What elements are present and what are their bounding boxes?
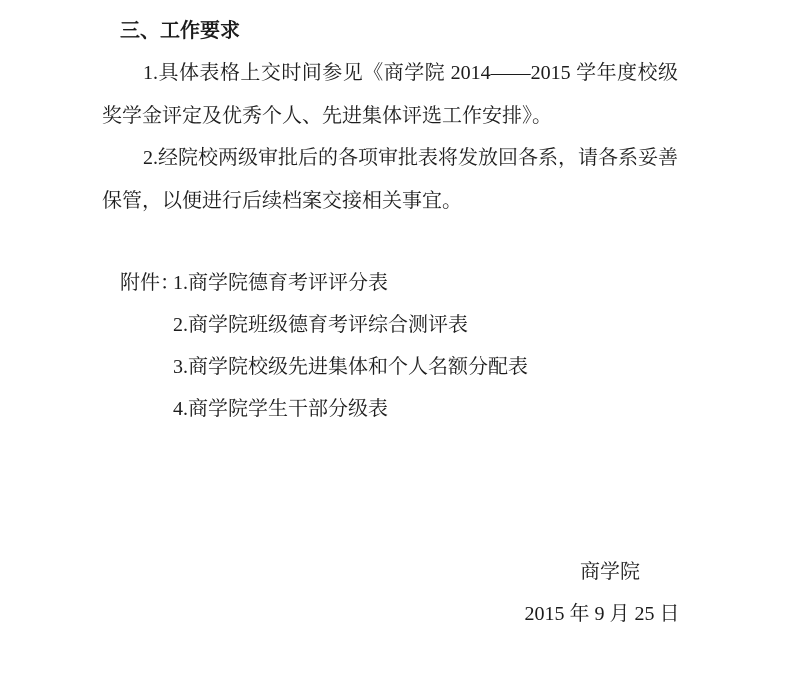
section-heading: 三、工作要求 (120, 20, 240, 42)
signature-org: 商学院 (580, 561, 640, 583)
attachment-item: 3.商学院校级先进集体和个人名额分配表 (173, 356, 528, 378)
signature-date: 2015 年 9 月 25 日 (524, 603, 680, 625)
attachment-item: 1.商学院德育考评评分表 (173, 272, 388, 294)
attachment-item: 2.商学院班级德育考评综合测评表 (173, 314, 468, 336)
paragraph-archive-notice: 2.经院校两级审批后的各项审批表将发放回各系，请各系妥善保管，以便进行后续档案交接相关事宜。 (102, 147, 678, 212)
attachment-item: 4.商学院学生干部分级表 (173, 398, 388, 420)
paragraph-deadline-notice: 1.具体表格上交时间参见《商学院 2014——2015 学年度校级奖学金评定及优秀个人、先进集体评选工作安排》。 (102, 62, 678, 127)
attachments-list (173, 262, 528, 430)
attachments-label: 附件： (120, 272, 180, 294)
